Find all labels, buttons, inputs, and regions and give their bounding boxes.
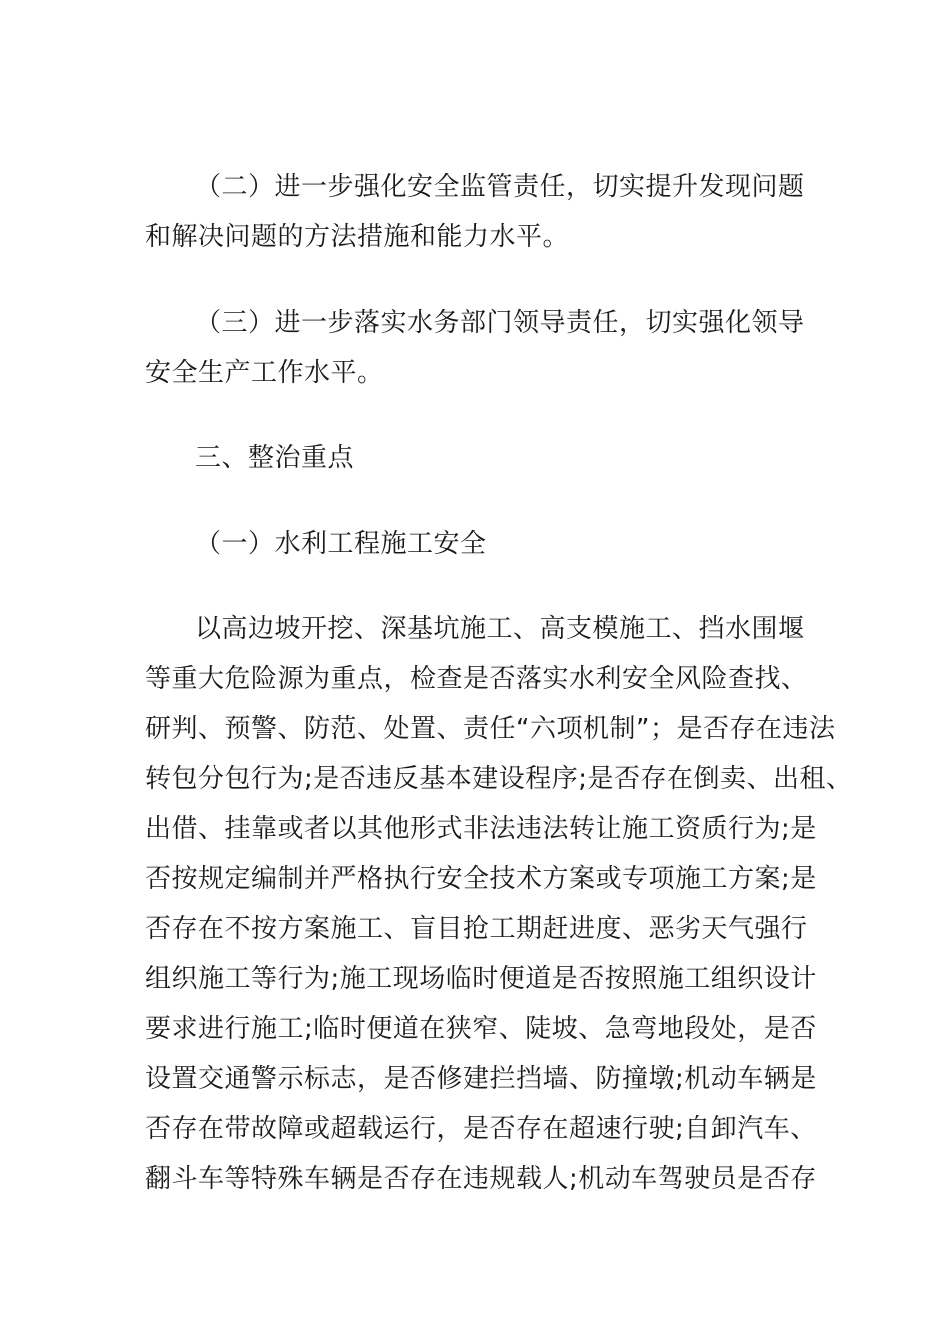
subsection-heading: （一）水利工程施工安全: [195, 529, 487, 559]
paragraph-line: 否按规定编制并严格执行安全技术方案或专项施工方案;是: [145, 864, 817, 894]
paragraph-line: 等重大危险源为重点，检查是否落实水利安全风险查找、: [145, 664, 808, 694]
section-2-2-line-2: 和解决问题的方法措施和能力水平。: [145, 222, 570, 252]
paragraph-line: 否存在带故障或超载运行，是否存在超速行驶;自卸汽车、: [145, 1114, 817, 1144]
section-heading: 三、整治重点: [195, 443, 355, 473]
paragraph-line: 设置交通警示标志，是否修建拦挡墙、防撞墩;机动车辆是: [145, 1064, 817, 1094]
paragraph-line: 研判、预警、防范、处置、责任“六项机制”；是否存在违法: [145, 714, 836, 744]
section-2-3-line-1: （三）进一步落实水务部门领导责任，切实强化领导: [195, 308, 805, 338]
section-2-2-line-1: （二）进一步强化安全监管责任，切实提升发现问题: [195, 172, 805, 202]
section-2-3-line-2: 安全生产工作水平。: [145, 358, 384, 388]
paragraph-line: 否存在不按方案施工、盲目抢工期赶进度、恶劣天气强行: [145, 914, 808, 944]
paragraph-line: 以高边坡开挖、深基坑施工、高支模施工、挡水围堰: [195, 614, 805, 644]
paragraph-line: 翻斗车等特殊车辆是否存在违规载人;机动车驾驶员是否存: [145, 1164, 817, 1194]
paragraph-line: 要求进行施工;临时便道在狭窄、陡坡、急弯地段处，是否: [145, 1014, 817, 1044]
paragraph-line: 出借、挂靠或者以其他形式非法违法转让施工资质行为;是: [145, 814, 817, 844]
paragraph-line: 组织施工等行为;施工现场临时便道是否按照施工组织设计: [145, 964, 817, 994]
paragraph-line: 转包分包行为;是否违反基本建设程序;是否存在倒卖、出租、: [145, 764, 853, 794]
